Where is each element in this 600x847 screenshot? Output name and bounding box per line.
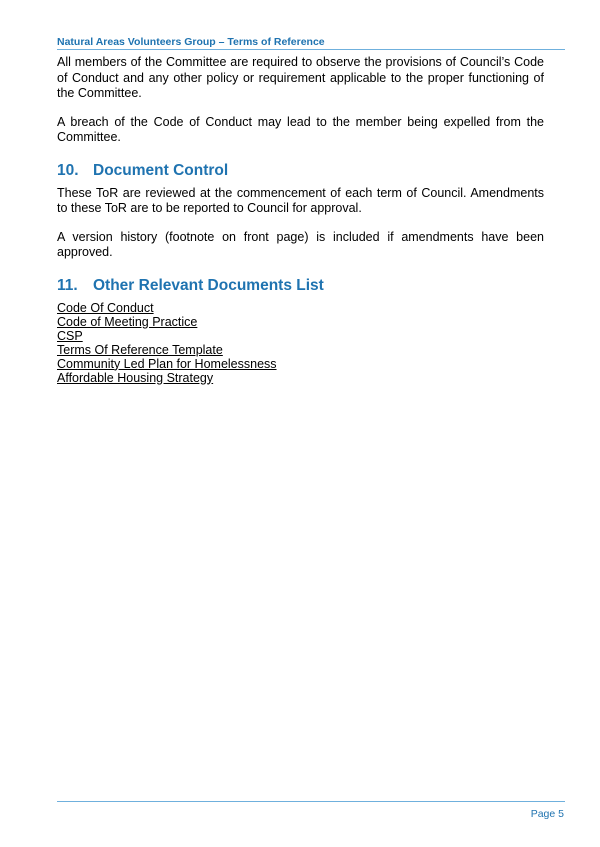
relevant-documents-list — [57, 301, 544, 385]
list-item — [57, 343, 544, 357]
running-header: Natural Areas Volunteers Group – Terms of Reference — [57, 36, 325, 48]
footer-divider — [57, 801, 565, 802]
paragraph-version-history: A version history (footnote on front page) is included if amendments have been approved. — [57, 229, 544, 259]
section-title: Other Relevant Documents List — [93, 276, 324, 294]
list-item — [57, 301, 544, 315]
list-item — [57, 315, 544, 329]
link-csp[interactable]: CSP — [57, 328, 83, 343]
list-item — [57, 371, 544, 385]
link-code-of-conduct[interactable]: Code Of Conduct — [57, 300, 154, 315]
link-community-led-plan-homelessness[interactable]: Community Led Plan for Homelessness — [57, 356, 277, 371]
header-divider — [57, 49, 565, 50]
link-affordable-housing-strategy[interactable]: Affordable Housing Strategy — [57, 370, 214, 385]
section-title: Document Control — [93, 161, 229, 179]
list-item — [57, 357, 544, 371]
list-item — [57, 329, 544, 343]
paragraph-review: These ToR are reviewed at the commencement of each term of Council. Amendments to these ToR are to be reported to Council for approval. — [57, 185, 544, 215]
section-heading-relevant-documents — [57, 277, 544, 295]
page-number: Page 5 — [530, 808, 564, 820]
paragraph-code-of-conduct: All members of the Committee are required to observe the provisions of Council’s Code of Conduct and any other policy or requirement applicable to the proper functioning of the Committee. — [57, 55, 544, 100]
section-number: 11. — [57, 276, 78, 294]
link-terms-of-reference-template[interactable]: Terms Of Reference Template — [57, 342, 223, 357]
section-number: 10. — [57, 161, 79, 179]
paragraph-breach: A breach of the Code of Conduct may lead to the member being expelled from the Committee. — [57, 114, 544, 144]
link-code-of-meeting-practice[interactable]: Code of Meeting Practice — [57, 314, 198, 329]
section-heading-document-control — [57, 162, 544, 180]
page-content — [57, 55, 544, 385]
